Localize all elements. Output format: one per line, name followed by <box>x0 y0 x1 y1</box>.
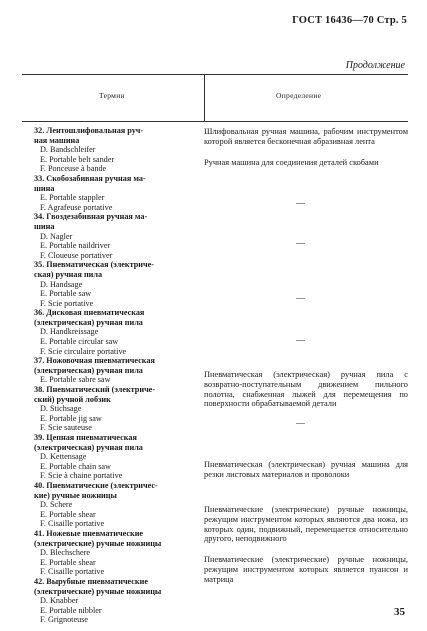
term-heading-line: 37. Ножовочная пневматическая <box>34 356 155 366</box>
term-translation: D. Blechschere <box>40 548 91 558</box>
definition-38: Пневматическая (электрическая) ручная пила с возвратно-поступательным движением пильного полотна, снабженная лыжей для перемещения по поверхности обрабатываемой детали <box>204 370 408 409</box>
definition-32: Шлифовальная ручная машина, рабочим инструментом которой является бесконечная абразивная лента <box>204 127 408 146</box>
term-heading-line: (электрическая) ручная пила <box>34 365 143 375</box>
page-header: ГОСТ 16436—70 Стр. 5 <box>292 15 407 26</box>
definition-33: Ручная машина для соединения деталей скобами <box>204 158 379 167</box>
term-heading-line: шина <box>34 221 55 231</box>
term-translation: F. Cloueuse portativer <box>40 250 113 260</box>
term-translation: D. Knabber <box>40 596 79 606</box>
definition-35: — <box>296 238 305 248</box>
term-heading-line: 33. Скобозабивная ручная ма- <box>34 173 146 183</box>
term-translation: F. Grignoteuse <box>40 615 89 625</box>
table-top-rule <box>22 74 408 75</box>
term-heading-line: ская) ручная пила <box>34 269 103 279</box>
term-translation: E. Portable jig saw <box>40 413 102 423</box>
term-heading-line: 40. Пневматические (электричес- <box>34 480 158 490</box>
definition-34: — <box>296 198 305 208</box>
term-heading-line: 38. Пневматический (электриче- <box>34 385 156 395</box>
term-heading-line: 42. Вырубные пневматические <box>34 576 148 586</box>
term-translation: D. Handkreissage <box>40 327 99 337</box>
column-header-term: Термин <box>99 91 125 100</box>
term-translation: E. Portable shear <box>40 509 96 519</box>
term-translation: D. Kettensage <box>40 452 87 462</box>
definition-42: Пневматические (электрические) ручные ножницы, режущим инструментом которых является пуансон и матрица <box>204 555 408 584</box>
term-translation: E. Portable shear <box>40 557 96 567</box>
term-heading-line: 41. Ножевые пневматические <box>34 528 144 538</box>
definition-40: Пневматическая (электрическая) ручная машина для резки листовых материалов и проволоки <box>204 460 408 479</box>
definition-37: — <box>296 335 305 345</box>
term-translation: D. Bandschleifer <box>40 145 96 155</box>
term-heading-line: ная машина <box>34 135 80 145</box>
definition-36: — <box>296 293 305 303</box>
term-translation: F. Cisaille portative <box>40 519 105 529</box>
term-heading-line: кие) ручные ножницы <box>34 490 117 500</box>
term-heading-line: (электрическая) ручная пила <box>34 442 143 452</box>
term-translation: E. Portable sabre saw <box>40 375 111 385</box>
term-heading-line: ский) ручной лобзик <box>34 394 111 404</box>
term-heading-line: 32. Лентошлифовальная руч- <box>34 126 144 135</box>
term-heading-line: (электрические) ручные ножницы <box>34 538 162 548</box>
term-translation: D. Stichsage <box>40 404 82 414</box>
term-translation: E. Portable nibbler <box>40 605 102 615</box>
term-translation: E. Portable chain saw <box>40 461 111 471</box>
term-translation: F. Scie circulaire portative <box>40 346 127 356</box>
term-translation: E. Portable circular saw <box>40 337 119 347</box>
term-translation: E. Portable naildriver <box>40 241 111 251</box>
definition-41: Пневматические (электрические) ручные ножницы, режущим инструментом которых являются два ножа, из которых один, подвижный, перемещается относительно другого, неподвижного <box>204 505 408 544</box>
term-translation: D. Schere <box>40 500 73 510</box>
term-translation: E. Portable belt sander <box>40 154 115 164</box>
term-heading-line: шина <box>34 183 55 193</box>
term-heading-line: (электрические) ручные ножницы <box>34 586 162 596</box>
column-header-definition: Определение <box>276 91 322 100</box>
term-translation: F. Scie à chaine portative <box>40 471 123 481</box>
term-translation: F. Ponceuse à bande <box>40 164 107 174</box>
term-heading-line: 35. Пневматическая (электриче- <box>34 260 155 270</box>
term-translation: E. Portable saw <box>40 289 92 299</box>
page-number: 35 <box>394 606 405 618</box>
term-translation: F. Agrafeuse portative <box>40 202 113 212</box>
table-header-rule <box>22 121 408 122</box>
definition-39: — <box>296 418 305 428</box>
term-translation: F. Scie portative <box>40 298 94 308</box>
term-translation: F. Scie sauteuse <box>40 423 92 433</box>
term-heading-line: 34. Гвоздезабивная ручная ма- <box>34 212 148 222</box>
continuation-label: Продолжение <box>345 60 405 71</box>
term-translation: F. Cisaille portative <box>40 567 105 577</box>
terms-column <box>34 126 206 625</box>
column-divider <box>204 74 205 122</box>
term-heading-line: 36. Дисковая пневматическая <box>34 308 145 318</box>
term-translation: D. Handsage <box>40 279 83 289</box>
term-translation: D. Nagler <box>40 231 73 241</box>
term-heading-line: (электрическая) ручная пила <box>34 317 143 327</box>
term-translation: E. Portable stappler <box>40 193 105 203</box>
term-heading-line: 39. Цепная пневматическая <box>34 433 137 442</box>
